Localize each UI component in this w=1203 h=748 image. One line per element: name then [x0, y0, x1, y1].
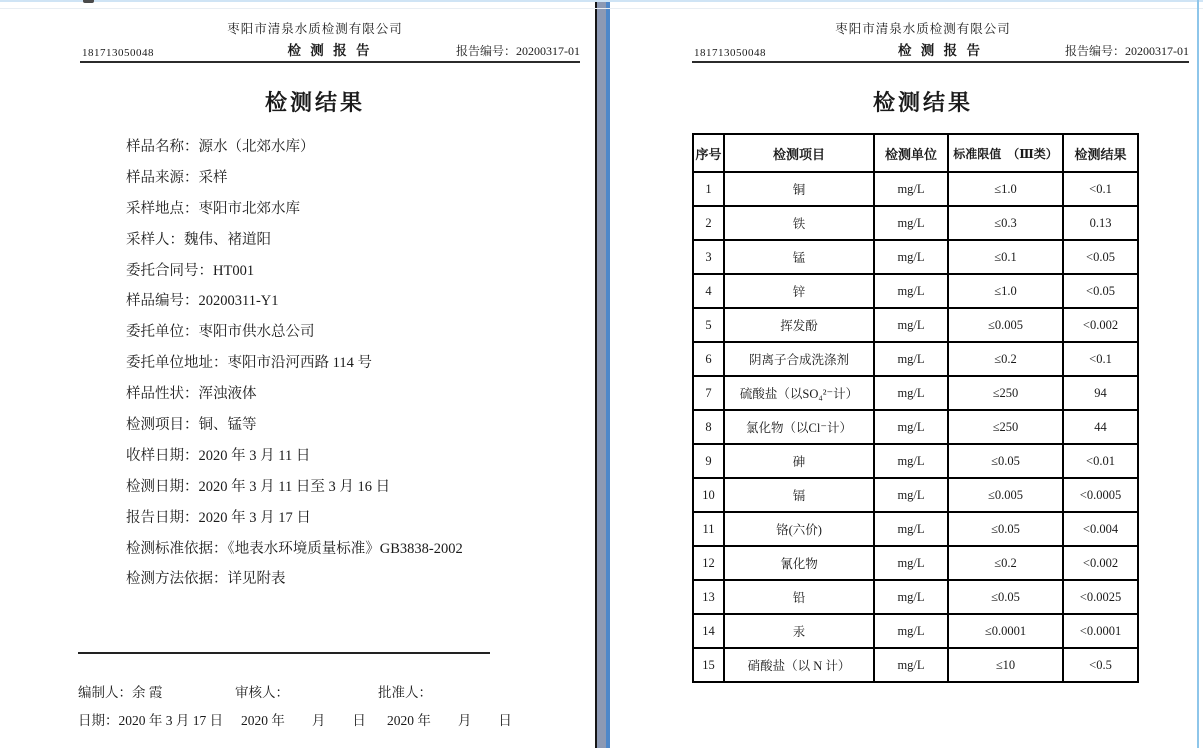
cell-unit: mg/L — [874, 444, 948, 478]
page-gap-highlight — [606, 0, 610, 748]
cell-limit: ≤250 — [948, 376, 1063, 410]
cell-limit: ≤0.3 — [948, 206, 1063, 240]
report-number: 报告编号：20200317-01 — [456, 44, 580, 58]
field-line: 采样地点：枣阳市北郊水库 — [126, 200, 300, 217]
report-number: 报告编号：20200317-01 — [1065, 44, 1189, 58]
preparer-label: 编制人：余 霞 — [78, 685, 163, 700]
cell-item: 锌 — [724, 274, 874, 308]
results-title: 检测结果 — [264, 90, 365, 115]
preparer-date: 日期：2020 年 3 月 17 日 — [78, 713, 224, 728]
cell-item: 阴离子合成洗涤剂 — [724, 342, 874, 376]
table-row — [693, 172, 1138, 206]
reviewer-date: 2020 年 月 日 — [241, 713, 366, 728]
field-line: 委托单位地址：枣阳市沿河西路 114 号 — [126, 355, 372, 372]
cell-index: 11 — [693, 512, 724, 546]
cell-result: <0.004 — [1063, 512, 1138, 546]
cell-item: 硝酸盐（以 N 计） — [724, 648, 874, 682]
cell-result: <0.0005 — [1063, 478, 1138, 512]
cell-limit: ≤10 — [948, 648, 1063, 682]
header-index: 序号 — [693, 134, 724, 172]
certificate-number: 181713050048 — [694, 47, 766, 59]
cell-unit: mg/L — [874, 308, 948, 342]
table-row — [693, 240, 1138, 274]
header-result: 检测结果 — [1063, 134, 1138, 172]
cell-item: 铁 — [724, 206, 874, 240]
cell-limit: ≤0.005 — [948, 478, 1063, 512]
cell-item: 锰 — [724, 240, 874, 274]
cell-unit: mg/L — [874, 512, 948, 546]
cell-result: <0.0001 — [1063, 614, 1138, 648]
header-unit: 检测单位 — [874, 134, 948, 172]
field-line: 样品编号：20200311-Y1 — [126, 293, 279, 310]
field-line: 检测标准依据：《地表水环境质量标准》GB3838-2002 — [126, 540, 463, 557]
field-line: 委托合同号：HT001 — [126, 262, 255, 279]
results-title: 检测结果 — [872, 90, 973, 115]
cell-index: 14 — [693, 614, 724, 648]
sample-info-list — [126, 132, 583, 595]
top-edge-mark — [83, 0, 94, 3]
window-top-edge — [0, 0, 1203, 2]
cell-index: 1 — [693, 172, 724, 206]
field-line: 样品性状：浑浊液体 — [126, 386, 257, 403]
table-header-row — [693, 134, 1138, 172]
cell-index: 6 — [693, 342, 724, 376]
cell-unit: mg/L — [874, 648, 948, 682]
table-row — [693, 342, 1138, 376]
report-header-rule — [80, 42, 580, 63]
cell-index: 2 — [693, 206, 724, 240]
cell-unit: mg/L — [874, 342, 948, 376]
table-row — [693, 648, 1138, 682]
table-row — [693, 580, 1138, 614]
cell-result: <0.1 — [1063, 172, 1138, 206]
field-line: 样品来源：采样 — [126, 169, 228, 186]
cell-result: <0.002 — [1063, 308, 1138, 342]
table-row — [693, 614, 1138, 648]
cell-unit: mg/L — [874, 478, 948, 512]
cell-result: 94 — [1063, 376, 1138, 410]
cell-item: 挥发酚 — [724, 308, 874, 342]
cell-index: 5 — [693, 308, 724, 342]
report-doc-title: 检 测 报 告 — [897, 43, 984, 58]
table-row — [693, 274, 1138, 308]
cell-index: 9 — [693, 444, 724, 478]
cell-limit: ≤0.2 — [948, 342, 1063, 376]
cell-item: 镉 — [724, 478, 874, 512]
cell-unit: mg/L — [874, 410, 948, 444]
cell-limit: ≤250 — [948, 410, 1063, 444]
table-row — [693, 308, 1138, 342]
table-row — [693, 376, 1138, 410]
cell-result: 0.13 — [1063, 206, 1138, 240]
cell-index: 7 — [693, 376, 724, 410]
table-row — [693, 512, 1138, 546]
field-line: 报告日期：2020 年 3 月 17 日 — [126, 509, 311, 526]
cell-result: <0.002 — [1063, 546, 1138, 580]
field-line: 检测日期：2020 年 3 月 11 日至 3 月 16 日 — [126, 478, 391, 495]
field-line: 检测项目：铜、锰等 — [126, 417, 257, 434]
cell-index: 15 — [693, 648, 724, 682]
cell-item: 汞 — [724, 614, 874, 648]
cell-limit: ≤1.0 — [948, 274, 1063, 308]
table-row — [693, 206, 1138, 240]
cell-result: 44 — [1063, 410, 1138, 444]
cell-limit: ≤0.05 — [948, 580, 1063, 614]
company-name: 枣阳市清泉水质检测有限公司 — [835, 22, 1011, 36]
cell-limit: ≤0.1 — [948, 240, 1063, 274]
company-name: 枣阳市清泉水质检测有限公司 — [227, 22, 403, 36]
field-line: 样品名称：源水（北郊水库） — [126, 139, 315, 155]
cell-result: <0.05 — [1063, 274, 1138, 308]
cell-item: 铜 — [724, 172, 874, 206]
table-row — [693, 546, 1138, 580]
cell-unit: mg/L — [874, 614, 948, 648]
cell-unit: mg/L — [874, 274, 948, 308]
cell-index: 3 — [693, 240, 724, 274]
cell-item: 铬(六价) — [724, 512, 874, 546]
approver-label: 批准人： — [378, 685, 432, 700]
cell-limit: ≤0.05 — [948, 512, 1063, 546]
cell-unit: mg/L — [874, 546, 948, 580]
window-right-edge — [1197, 0, 1199, 748]
results-table — [692, 133, 1139, 683]
cell-unit: mg/L — [874, 206, 948, 240]
cell-item: 硫酸盐（以SO₄²⁻计） — [724, 376, 874, 410]
report-page-2 — [610, 0, 1196, 748]
field-line: 采样人：魏伟、褚道阳 — [126, 231, 271, 248]
header-limit: 标准限值 （Ⅲ类） — [948, 134, 1063, 172]
cell-limit: ≤0.005 — [948, 308, 1063, 342]
field-line: 收样日期：2020 年 3 月 11 日 — [126, 447, 311, 464]
header-item: 检测项目 — [724, 134, 874, 172]
cell-item: 氯化物（以Cl⁻计） — [724, 410, 874, 444]
cell-item: 氰化物 — [724, 546, 874, 580]
cell-unit: mg/L — [874, 580, 948, 614]
cell-limit: ≤0.0001 — [948, 614, 1063, 648]
page-top-rule — [0, 8, 1203, 9]
cell-result: <0.01 — [1063, 444, 1138, 478]
cell-result: <0.05 — [1063, 240, 1138, 274]
cell-unit: mg/L — [874, 240, 948, 274]
cell-item: 砷 — [724, 444, 874, 478]
cell-unit: mg/L — [874, 376, 948, 410]
cell-index: 12 — [693, 546, 724, 580]
cell-result: <0.5 — [1063, 648, 1138, 682]
cell-result: <0.0025 — [1063, 580, 1138, 614]
reviewer-label: 审核人： — [235, 685, 289, 700]
certificate-number: 181713050048 — [82, 47, 154, 59]
cell-index: 13 — [693, 580, 724, 614]
cell-item: 铅 — [724, 580, 874, 614]
cell-limit: ≤1.0 — [948, 172, 1063, 206]
cell-unit: mg/L — [874, 172, 948, 206]
approver-date: 2020 年 月 日 — [387, 713, 512, 728]
cell-result: <0.1 — [1063, 342, 1138, 376]
report-doc-title: 检 测 报 告 — [287, 43, 373, 58]
table-row — [693, 410, 1138, 444]
field-line: 检测方法依据：详见附表 — [126, 571, 286, 588]
report-page-1 — [0, 0, 595, 748]
table-row — [693, 478, 1138, 512]
cell-index: 4 — [693, 274, 724, 308]
field-line: 委托单位：枣阳市供水总公司 — [126, 324, 315, 341]
page-gap — [597, 0, 606, 748]
cell-index: 10 — [693, 478, 724, 512]
cell-index: 8 — [693, 410, 724, 444]
report-header-rule — [692, 42, 1189, 63]
table-row — [693, 444, 1138, 478]
signature-divider-line — [78, 652, 490, 654]
cell-limit: ≤0.05 — [948, 444, 1063, 478]
cell-limit: ≤0.2 — [948, 546, 1063, 580]
